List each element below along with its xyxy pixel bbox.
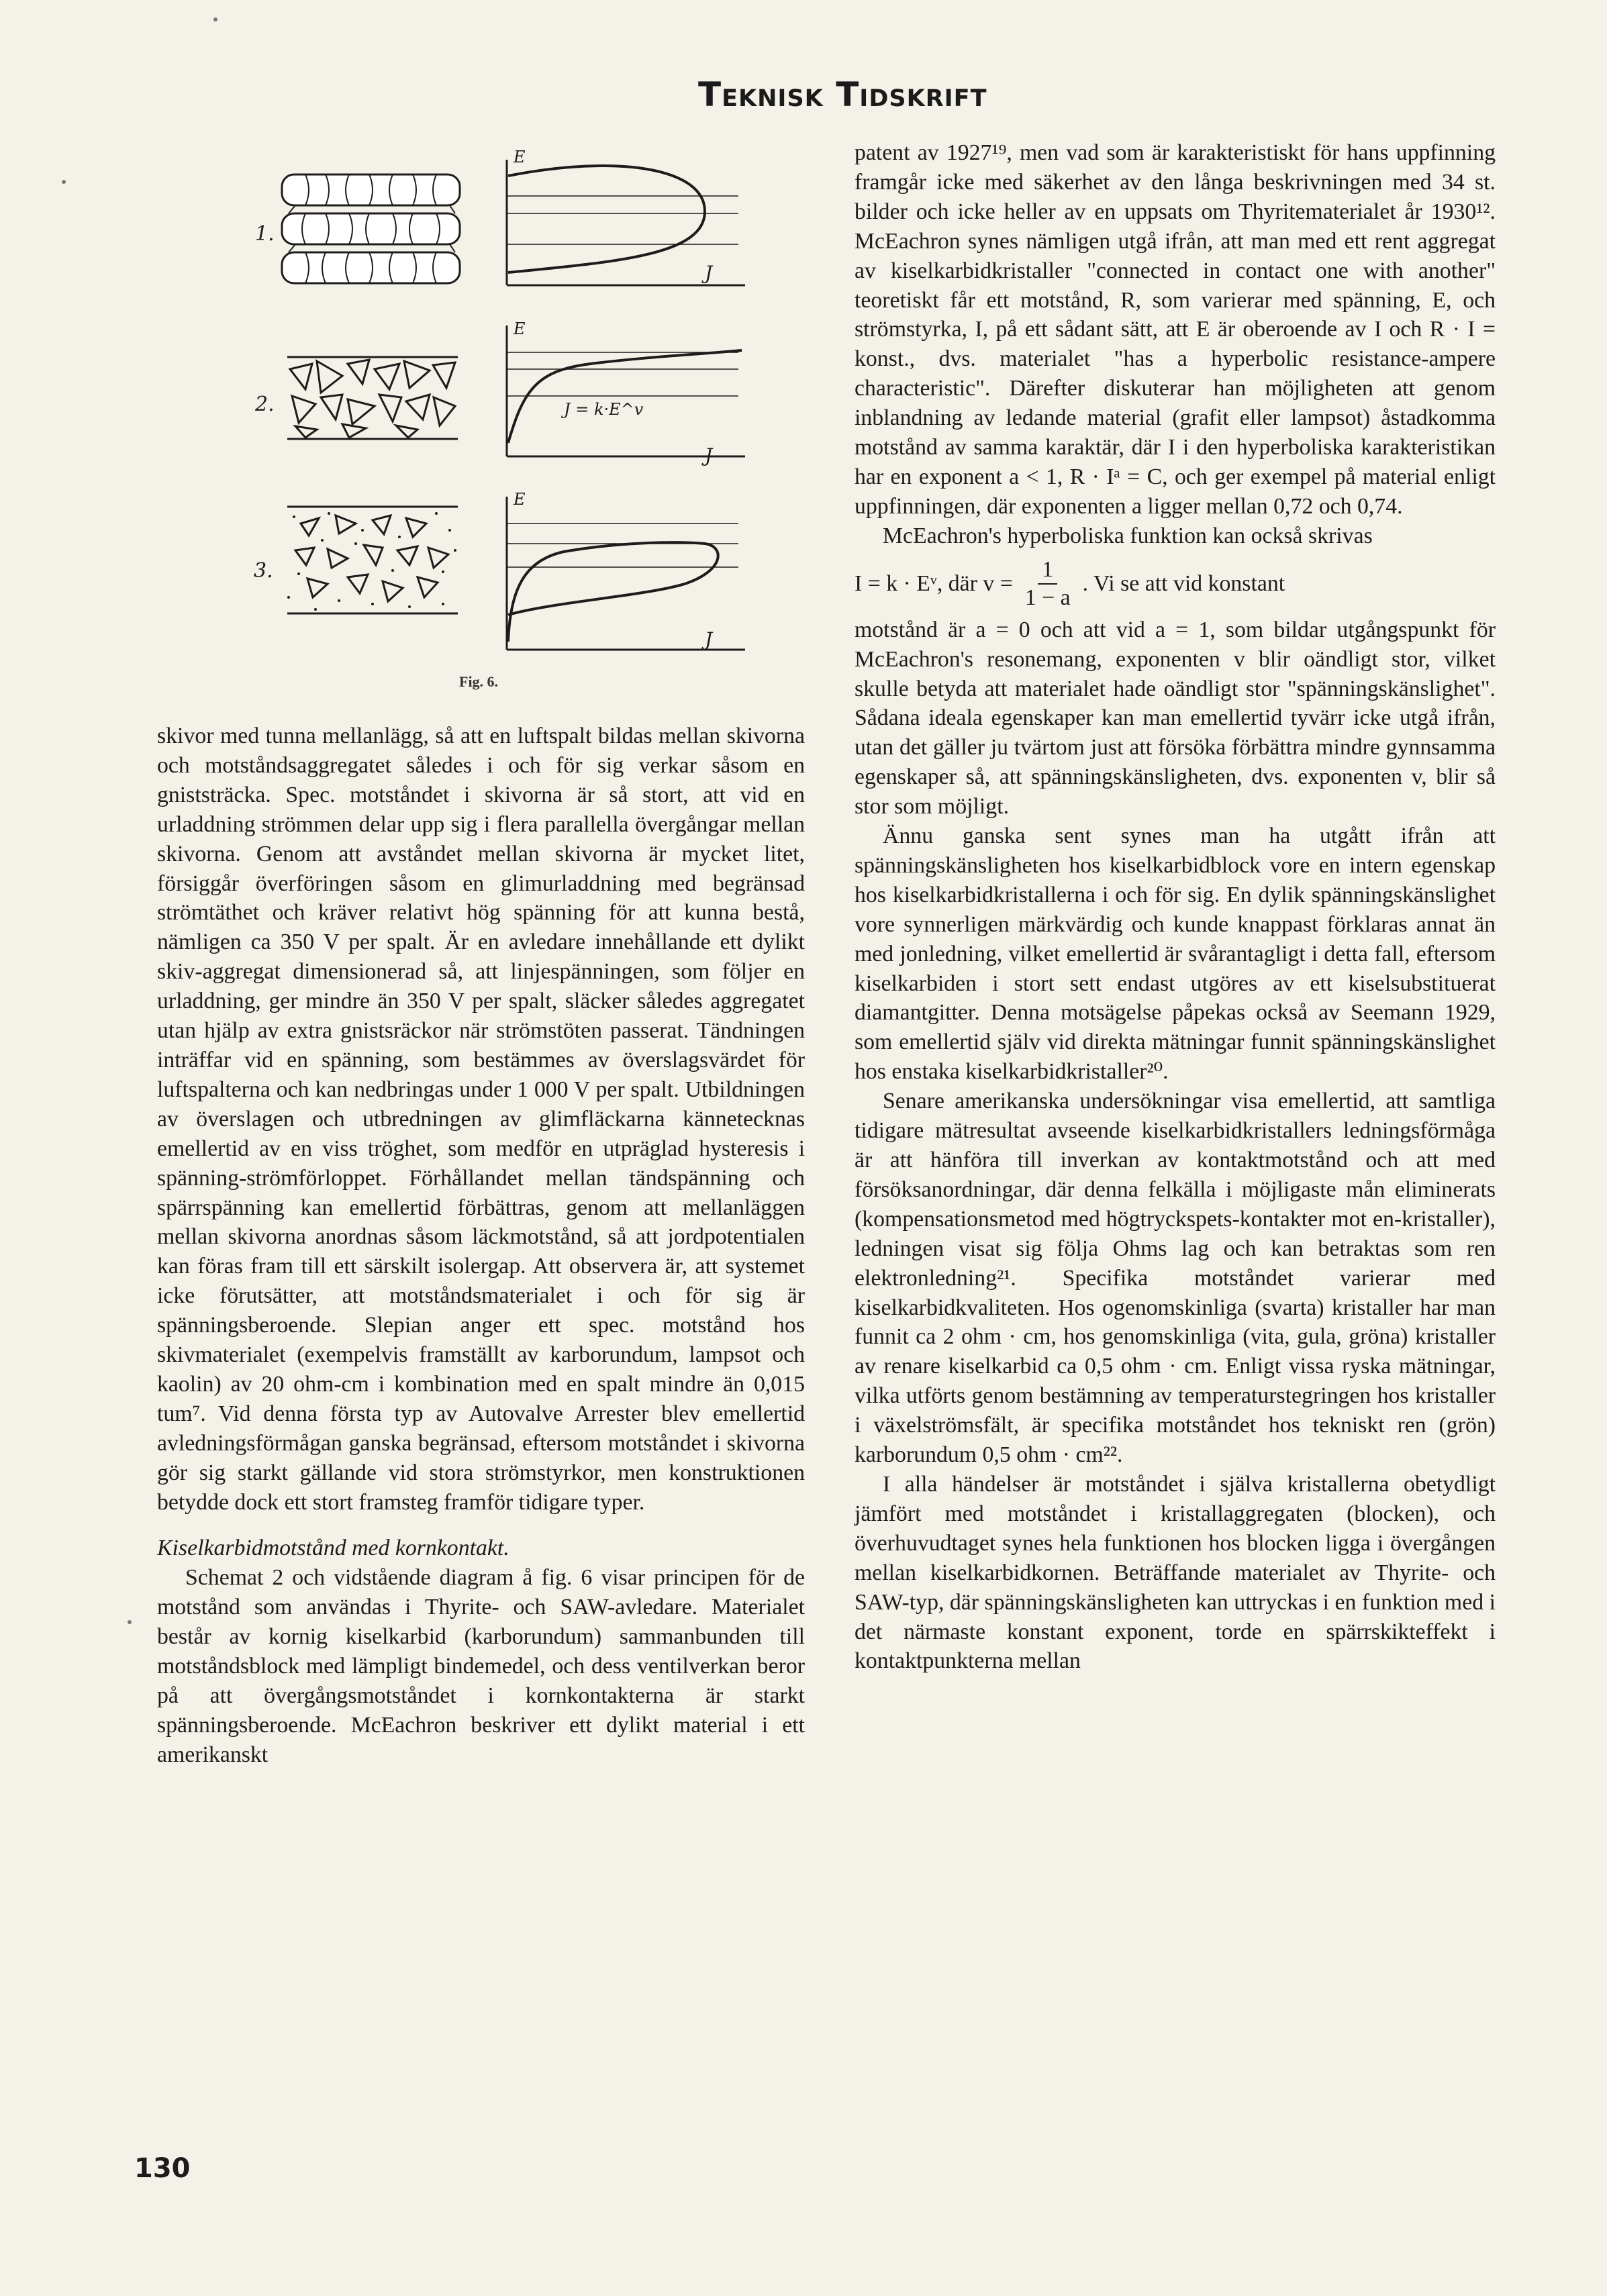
paragraph: I alla händelser är motståndet i själva kristallerna obetydligt jämfört med motståndet i kristallaggregaten (blocken), och överhuvudtaget synes hela funktionen hos blocken ligga i övergången mellan kiselkarbidkornen. Beträffande materialet av Thyrite- och SAW-typ, där spänningskänsligheten kan uttryckas i en funktion med i det närmaste konstant exponent, torde en spärrskikteffekt i kontaktpunkterna mellan [855,1471,1496,1674]
paragraph: Ännu ganska sent synes man ha utgått ifrån att spänningskänsligheten hos kiselkarbidblock vore en intern egenskap hos kiselkarbidkristallerna i och för sig. En dylik spänningskänslighet vore synnerligen märkvärdig och kunde knappast förklaras annat än med jonledning, vilket emellertid är svårantagligt i detta fall, eftersom kiselkarbiden i stort sett endast utgöres av ett kiselsubstituerat diamantgitter. Denna motsägelse påpekas också av Seemann 1929, som emellertid själv vid direkta mätningar funnit spänningskänslighet hos enstaka kiselkarbidkristaller²⁰. [855,823,1496,1085]
formula-denominator: 1 − a [1024,585,1071,610]
graph-3-j-label: J [705,628,713,650]
graph-2-e-label: E [514,319,526,338]
page-number: 130 [134,2153,191,2184]
paragraph: patent av 1927¹⁹, men vad som är karakteristiskt för hans uppfinning framgår icke med säkerhet av den långa beskrivningen med 34 st. bilder och icke heller av en uppsats om Thyritematerialet år 1930¹². McEachron synes nämligen utgå ifrån, att man med ett rent aggregat av kiselkarbidkristaller "connected in contact one with another" teoretiskt får ett motstånd, R, som varierar med spänning, E, och strömstyrka, I, på ett sådant sätt, att E är oberoende av I och R · I = konst., dvs. materialet "has a hyperbolic resistance-ampere characteristic". Därefter diskuterar han möjligheten att genom inblandning av ledande material (grafit eller lampsot) åstadkomma motstånd av samma karaktär, där I i den hyperboliska karakteristikan har en exponent a < 1, R · Iᵃ = C, och ger exempel på material enligt uppfinningen, där exponenten a ligger mellan 0,72 och 0,74. [855,140,1496,519]
section-heading: Kiselkarbidmotstånd med kornkontakt. [157,1536,509,1561]
formula-right: . Vi se att vid konstant [1082,570,1285,596]
figure-6 [242,148,752,705]
schematic-label-2: 2. [255,393,275,416]
graph-3-e-label: E [514,490,526,509]
schematic-label-1: 1. [255,222,275,246]
right-column [855,138,1496,1676]
graph-2 [507,326,745,456]
paragraph: skivor med tunna mellanlägg, så att en luftspalt bildas mellan skivorna och motståndsaggregatet således i och för sig verkar såsom en gniststräcka. Spec. motståndet i skivorna är så stort, att vid en urladdning strömmen delar upp sig i flera parallella övergångar mellan skivorna. Genom att avståndet mellan skivorna är mycket litet, försiggår överföringen såsom en glimurladdning med begränsad strömtäthet och kräver relativt hög spänning för att kunna bestå, nämligen ca 350 V per spalt. Är en avledare innehållande ett dylikt skiv-aggregat dimensionerad så, att linjespänningen, som följer en urladdning, ger mindre än 350 V per spalt, släcker således aggregatet utan hjälp av extra gnistsräckor när strömstöten passerat. Tändningen inträffar vid en spänning, som bestämmes av överslagsvärdet för luftspalterna och kan nedbringas under 1 000 V per spalt. Utbildningen av överslagen och utbredningen av glimfläckarna kännetecknas emellertid av en viss tröghet, som medför en utpräglad hysteresis i spänning-strömförloppet. Förhållandet mellan tändspänning och spärrspänning kan emellertid förbättras, genom att mellanläggen mellan skivorna anordnas såsom läckmotstånd, så att jordpotentialen kan föras fram till ett särskilt isolergap. Att observera är, att systemet icke förutsätter, att motståndsmaterialet i och för sig är spänningsberoende. Slepian anger ett spec. motstånd hos skivmaterialet (exempelvis framställt av karborundum, lampsot och kaolin) av 20 ohm-cm i kombination med en spalt mindre än 0,015 tum⁷. Vid denna första typ av Autovalve Arrester blev emellertid avledningsförmågan ganska begränsad, eftersom motståndet i skivorna gör sig starkt gällande vid stora strömstyrkor, men konstruktionen betydde dock ett stort framsteg framför tidigare typer. [157,723,805,1515]
graph-1-j-label: J [705,262,713,284]
margin-speck [213,17,217,21]
graph-2-formula: J = k·E^v [564,400,644,419]
formula-fraction [1021,556,1075,611]
paragraph: McEachron's hyperboliska funktion kan också skrivas [883,523,1373,548]
formula-left: I = k · Eᵛ, där v = [855,570,1013,596]
schematic-1 [282,174,460,283]
graph-2-j-label: J [705,444,713,466]
graph-3 [507,497,745,650]
left-column [157,721,805,1770]
figure-caption: Fig. 6. [459,673,499,690]
graph-1-e-label: E [514,148,526,166]
paragraph: Senare amerikanska undersökningar visa emellertid, att samtliga tidigare mätresultat avseende kiselkarbidkristallers ledningsförmåga är att hänföra till inverkan av kontaktmotstånd och att med försöksanordningar, där denna felkälla i möjligaste mån eliminerats (kompensationsmetod med högtryckspets-kontakter mot en-kristaller), ledningen visat sig följa Ohms lag och kan betraktas som ren elektronledning²¹. Specifika motståndet varierar med kiselkarbidkvaliteten. Hos ogenomskinliga (svarta) kristaller har man funnit ca 2 ohm · cm, hos genomskinliga (vita, gula, gröna) kristaller av renare kiselkarbid ca 0,5 ohm · cm. Enligt vissa ryska mätningar, vilka utförts genom bestämning av temperaturstegringen hos kristaller i växelströmsfält, är specifika motståndet hos tekniskt ren (grön) karborundum 0,5 ohm · cm²². [855,1089,1496,1468]
schematic-2 [287,357,458,439]
paragraph: motstånd är a = 0 och att vid a = 1, som bildar utgångspunkt för McEachron's resonemang, exponenten v blir oändligt stor, vilket skulle betyda att materialet hade oändligt stor "spänningskänslighet". Sådana ideala egenskaper kan man emellertid tyvärr icke utgå ifrån, utan det gäller ju tvärtom just att försöka förbättra mindre gynnsamma egenskaper så, att spänningskänsligheten, dvs. exponenten v, blir så stor som möjligt. [855,617,1496,819]
margin-speck [128,1620,132,1624]
formula [855,556,1496,611]
schematic-3 [287,507,458,613]
journal-header: Teknisk Tidskrift [698,75,987,114]
margin-speck [62,180,66,184]
formula-numerator: 1 [1038,556,1057,585]
paragraph: Schemat 2 och vidstående diagram å fig. 6 visar principen för de motstånd som användas i Thyrite- och SAW-avledare. Materialet består av kornig kiselkarbid (karborundum) sammanbunden till motståndsblock med lämpligt bindemedel, och dess ventilverkan beror på att övergångsmotståndet i kornkontakterna är starkt spänningsberoende. McEachron beskriver ett dylikt material i ett amerikanskt [157,1565,805,1767]
schematic-label-3: 3. [254,559,273,583]
